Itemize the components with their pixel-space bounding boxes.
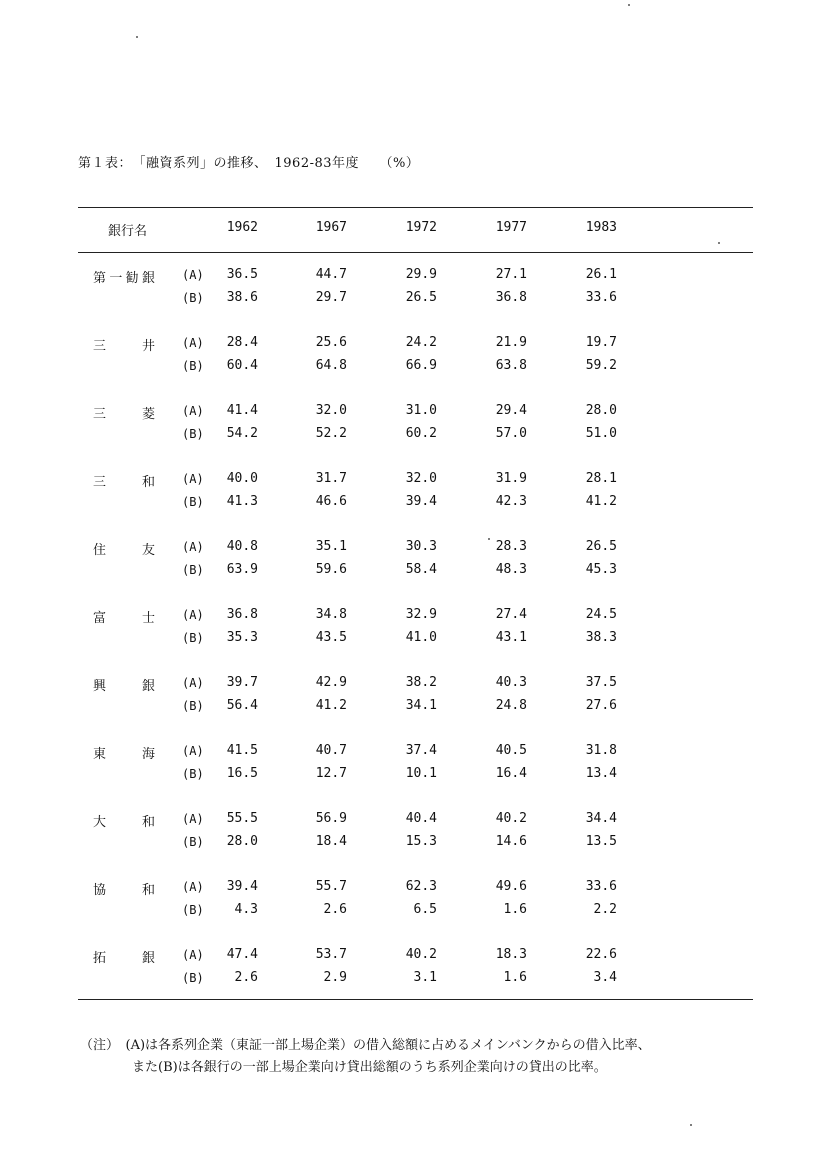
table-cell: 42.3 — [495, 494, 527, 509]
table-cell: 2.2 — [593, 902, 617, 917]
table-cell: 32.0 — [315, 403, 347, 418]
table-cell: 26.1 — [585, 267, 617, 282]
row-label: (A) — [182, 608, 204, 622]
table-cell: 37.4 — [405, 743, 437, 758]
table-cell: 1.6 — [503, 970, 527, 985]
bank-name: 第一勧銀 — [93, 271, 155, 286]
row-label: (A) — [182, 812, 204, 826]
table-cell: 29.4 — [495, 403, 527, 418]
table-cell: 40.4 — [405, 811, 437, 826]
table-cell: 59.2 — [585, 358, 617, 373]
table-cell: 51.0 — [585, 426, 617, 441]
header-year-1977: 1977 — [495, 220, 527, 235]
table-top-rule — [78, 207, 753, 208]
table-cell: 36.8 — [495, 290, 527, 305]
table-cell: 38.2 — [405, 675, 437, 690]
row-label: (A) — [182, 948, 204, 962]
table-cell: 40.2 — [495, 811, 527, 826]
row-label: (A) — [182, 880, 204, 894]
row-label: (B) — [182, 359, 204, 373]
table-cell: 41.2 — [315, 698, 347, 713]
row-label: (A) — [182, 268, 204, 282]
row-label: (B) — [182, 699, 204, 713]
table-cell: 66.9 — [405, 358, 437, 373]
table-cell: 41.4 — [226, 403, 258, 418]
table-cell: 60.4 — [226, 358, 258, 373]
table-cell: 28.4 — [226, 335, 258, 350]
table-cell: 31.9 — [495, 471, 527, 486]
table-cell: 3.1 — [413, 970, 437, 985]
table-cell: 56.9 — [315, 811, 347, 826]
table-cell: 57.0 — [495, 426, 527, 441]
scan-speck — [718, 242, 720, 244]
row-label: (A) — [182, 336, 204, 350]
table-cell: 2.6 — [323, 902, 347, 917]
row-label: (B) — [182, 495, 204, 509]
table-cell: 64.8 — [315, 358, 347, 373]
row-label: (B) — [182, 971, 204, 985]
table-cell: 28.1 — [585, 471, 617, 486]
table-cell: 6.5 — [413, 902, 437, 917]
table-cell: 36.8 — [226, 607, 258, 622]
row-label: (A) — [182, 472, 204, 486]
table-cell: 58.4 — [405, 562, 437, 577]
table-cell: 29.9 — [405, 267, 437, 282]
row-label: (B) — [182, 903, 204, 917]
note-line: （注） (A)は各系列企業（東証一部上場企業）の借入総額に占めるメインバンクからの借入比率、 — [80, 1038, 651, 1053]
note-line: また(B)は各銀行の一部上場企業向け貸出総額のうち系列企業向けの貸出の比率。 — [80, 1060, 607, 1075]
scan-speck — [488, 538, 490, 540]
bank-name: 拓 銀 — [93, 951, 155, 966]
table-cell: 40.3 — [495, 675, 527, 690]
table-cell: 16.5 — [226, 766, 258, 781]
bank-name: 三 和 — [93, 475, 155, 490]
table-cell: 45.3 — [585, 562, 617, 577]
table-cell: 31.8 — [585, 743, 617, 758]
table-cell: 38.6 — [226, 290, 258, 305]
table-cell: 28.0 — [226, 834, 258, 849]
header-year-1983: 1983 — [585, 220, 617, 235]
table-cell: 53.7 — [315, 947, 347, 962]
table-cell: 63.8 — [495, 358, 527, 373]
table-cell: 59.6 — [315, 562, 347, 577]
row-label: (B) — [182, 563, 204, 577]
table-cell: 40.8 — [226, 539, 258, 554]
table-cell: 27.6 — [585, 698, 617, 713]
table-cell: 48.3 — [495, 562, 527, 577]
table-cell: 55.7 — [315, 879, 347, 894]
table-cell: 15.3 — [405, 834, 437, 849]
table-cell: 4.3 — [234, 902, 258, 917]
table-cell: 36.5 — [226, 267, 258, 282]
table-cell: 35.3 — [226, 630, 258, 645]
table-cell: 25.6 — [315, 335, 347, 350]
table-bottom-rule — [78, 999, 753, 1000]
table-cell: 3.4 — [593, 970, 617, 985]
table-cell: 39.4 — [405, 494, 437, 509]
table-cell: 28.0 — [585, 403, 617, 418]
table-cell: 28.3 — [495, 539, 527, 554]
table-cell: 42.9 — [315, 675, 347, 690]
header-year-1962: 1962 — [226, 220, 258, 235]
table-notes — [80, 1035, 651, 1079]
table-cell: 34.4 — [585, 811, 617, 826]
table-cell: 24.8 — [495, 698, 527, 713]
bank-name: 三 菱 — [93, 407, 155, 422]
table-cell: 10.1 — [405, 766, 437, 781]
table-cell: 55.5 — [226, 811, 258, 826]
table-cell: 1.6 — [503, 902, 527, 917]
row-label: (B) — [182, 291, 204, 305]
table-cell: 22.6 — [585, 947, 617, 962]
table-cell: 35.1 — [315, 539, 347, 554]
table-cell: 37.5 — [585, 675, 617, 690]
table-cell: 49.6 — [495, 879, 527, 894]
table-cell: 31.0 — [405, 403, 437, 418]
table-cell: 39.4 — [226, 879, 258, 894]
bank-name: 協 和 — [93, 883, 155, 898]
table-cell: 56.4 — [226, 698, 258, 713]
table-cell: 13.5 — [585, 834, 617, 849]
row-label: (A) — [182, 540, 204, 554]
row-label: (B) — [182, 631, 204, 645]
table-cell: 47.4 — [226, 947, 258, 962]
table-cell: 41.2 — [585, 494, 617, 509]
row-label: (A) — [182, 676, 204, 690]
table-cell: 27.4 — [495, 607, 527, 622]
table-cell: 46.6 — [315, 494, 347, 509]
table-title: 第１表： 「融資系列」の推移、 1962-83年度 （%） — [78, 156, 420, 171]
table-cell: 44.7 — [315, 267, 347, 282]
table-cell: 43.1 — [495, 630, 527, 645]
table-cell: 19.7 — [585, 335, 617, 350]
table-cell: 40.5 — [495, 743, 527, 758]
table-cell: 33.6 — [585, 879, 617, 894]
table-cell: 34.8 — [315, 607, 347, 622]
table-cell: 63.9 — [226, 562, 258, 577]
row-label: (A) — [182, 744, 204, 758]
table-cell: 40.2 — [405, 947, 437, 962]
scan-speck — [136, 36, 138, 38]
bank-name: 住 友 — [93, 543, 155, 558]
table-cell: 52.2 — [315, 426, 347, 441]
table-cell: 2.9 — [323, 970, 347, 985]
table-cell: 38.3 — [585, 630, 617, 645]
table-cell: 26.5 — [585, 539, 617, 554]
table-cell: 34.1 — [405, 698, 437, 713]
table-cell: 40.7 — [315, 743, 347, 758]
table-cell: 62.3 — [405, 879, 437, 894]
table-cell: 16.4 — [495, 766, 527, 781]
table-cell: 2.6 — [234, 970, 258, 985]
table-cell: 41.0 — [405, 630, 437, 645]
row-label: (B) — [182, 767, 204, 781]
table-cell: 18.3 — [495, 947, 527, 962]
header-year-1972: 1972 — [405, 220, 437, 235]
bank-name: 興 銀 — [93, 679, 155, 694]
table-cell: 43.5 — [315, 630, 347, 645]
table-cell: 32.0 — [405, 471, 437, 486]
table-cell: 24.2 — [405, 335, 437, 350]
table-cell: 30.3 — [405, 539, 437, 554]
table-cell: 31.7 — [315, 471, 347, 486]
row-label: (A) — [182, 404, 204, 418]
table-cell: 33.6 — [585, 290, 617, 305]
table-cell: 21.9 — [495, 335, 527, 350]
scan-speck — [628, 4, 630, 6]
table-cell: 18.4 — [315, 834, 347, 849]
bank-name: 大 和 — [93, 815, 155, 830]
table-cell: 26.5 — [405, 290, 437, 305]
scan-speck — [690, 1124, 692, 1126]
table-cell: 41.5 — [226, 743, 258, 758]
bank-name: 富 士 — [93, 611, 155, 626]
table-cell: 24.5 — [585, 607, 617, 622]
table-cell: 29.7 — [315, 290, 347, 305]
table-cell: 32.9 — [405, 607, 437, 622]
bank-name: 東 海 — [93, 747, 155, 762]
table-cell: 27.1 — [495, 267, 527, 282]
table-cell: 14.6 — [495, 834, 527, 849]
bank-name: 三 井 — [93, 339, 155, 354]
row-label: (B) — [182, 427, 204, 441]
table-header-row — [0, 220, 827, 240]
row-label: (B) — [182, 835, 204, 849]
header-year-1967: 1967 — [315, 220, 347, 235]
table-cell: 13.4 — [585, 766, 617, 781]
table-cell: 39.7 — [226, 675, 258, 690]
header-bank-name: 銀行名 — [108, 224, 148, 239]
table-header-rule — [78, 252, 753, 253]
table-cell: 41.3 — [226, 494, 258, 509]
table-cell: 60.2 — [405, 426, 437, 441]
table-cell: 54.2 — [226, 426, 258, 441]
table-cell: 40.0 — [226, 471, 258, 486]
table-cell: 12.7 — [315, 766, 347, 781]
